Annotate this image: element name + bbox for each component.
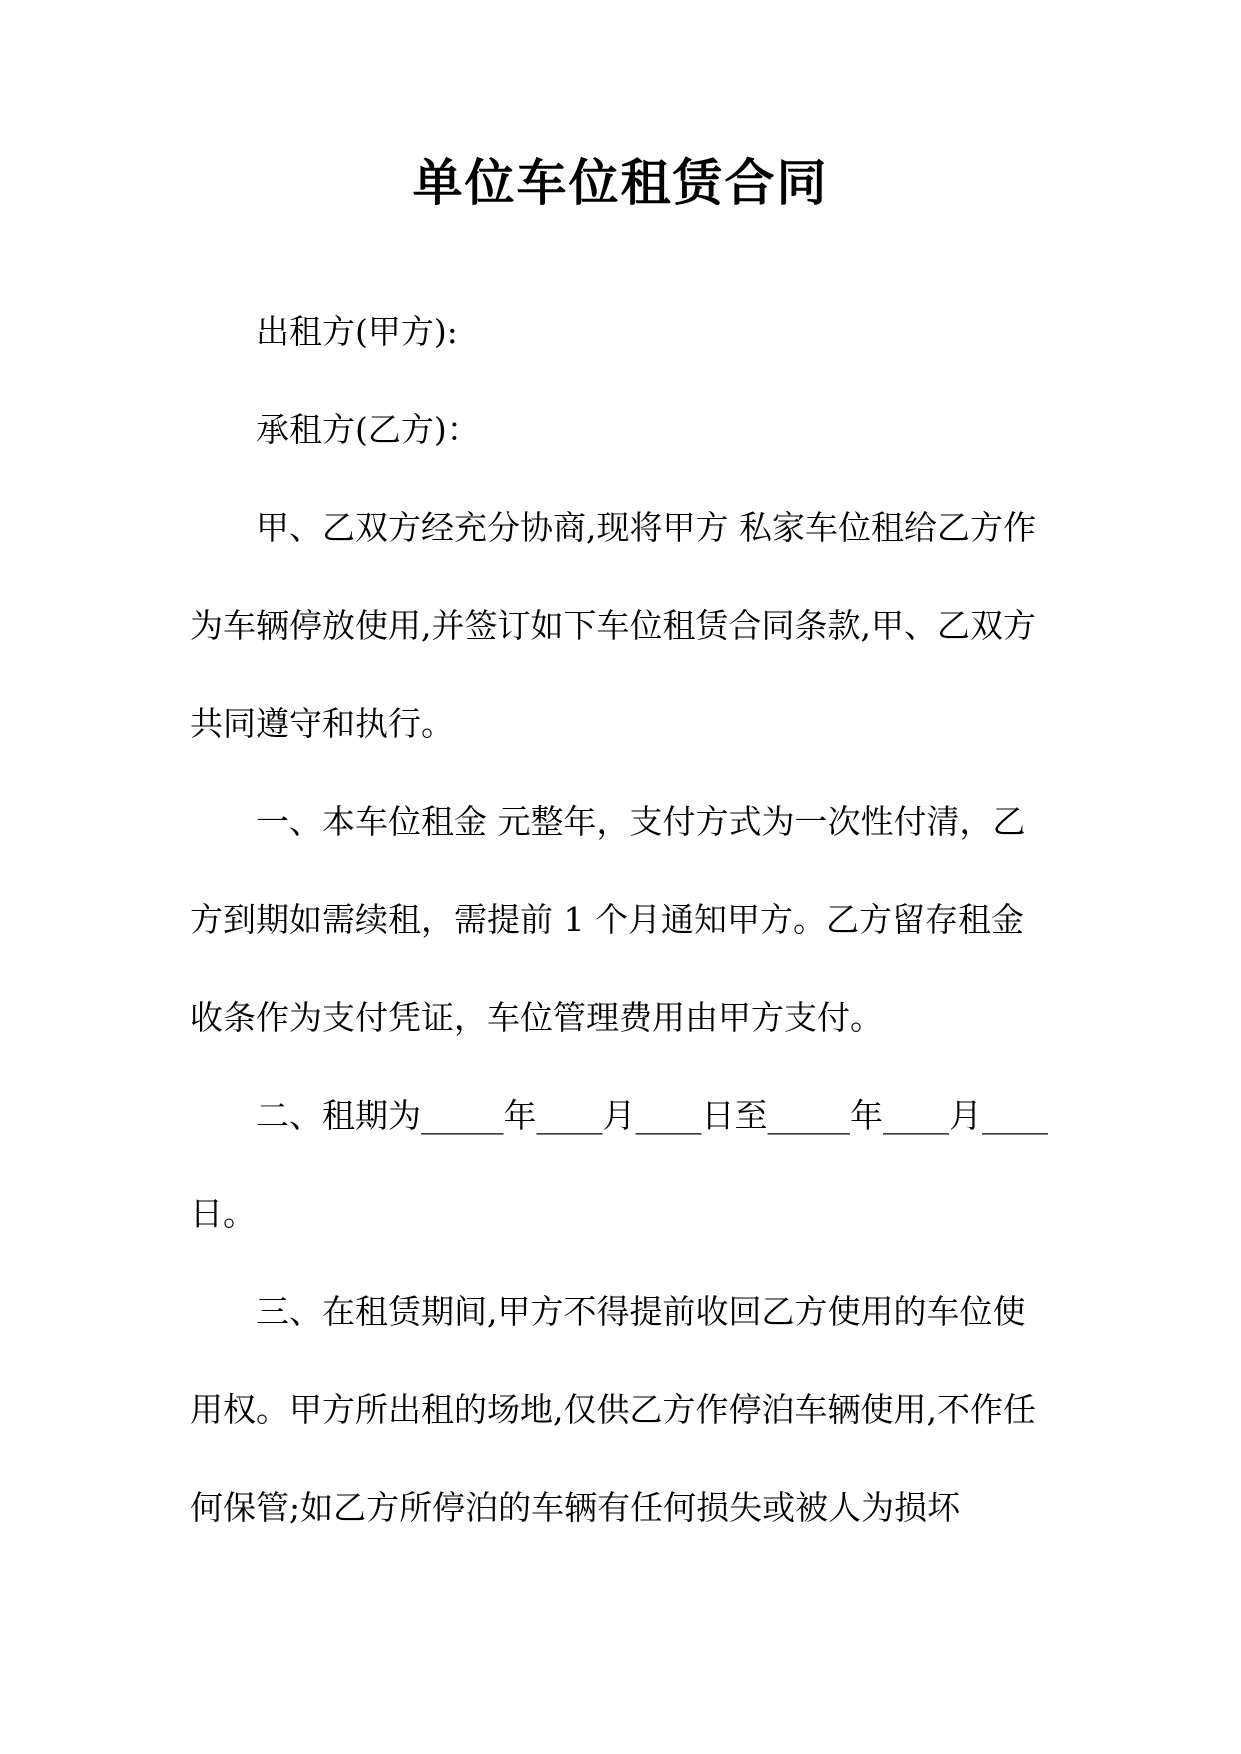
document-title: 单位车位租赁合同 <box>412 154 829 212</box>
clause-1-paragraph: 一、本车位租金 元整年，支付方式为一次性付清，乙方到期如需续租，需提前 1 个月通知甲方。乙方留存租金收条作为支付凭证，车位管理费用由甲方支付。 <box>190 802 1026 1037</box>
intro-paragraph: 甲、乙双方经充分协商,现将甲方 私家车位租给乙方作为车辆停放使用,并签订如下车位租赁合同条款,甲、乙双方共同遵守和执行。 <box>190 508 1036 743</box>
clause-2-paragraph: 二、租期为_____年____月____日至_____年____月____日。 <box>190 1096 1048 1233</box>
clause-3-paragraph: 三、在租赁期间,甲方不得提前收回乙方使用的车位使用权。甲方所出租的场地,仅供乙方作停泊车辆使用,不作任何保管;如乙方所停泊的车辆有任何损失或被人为损坏 <box>190 1292 1036 1527</box>
lessee-line: 承租方(乙方)： <box>256 410 480 449</box>
lessor-line: 出租方(甲方): <box>256 312 458 351</box>
